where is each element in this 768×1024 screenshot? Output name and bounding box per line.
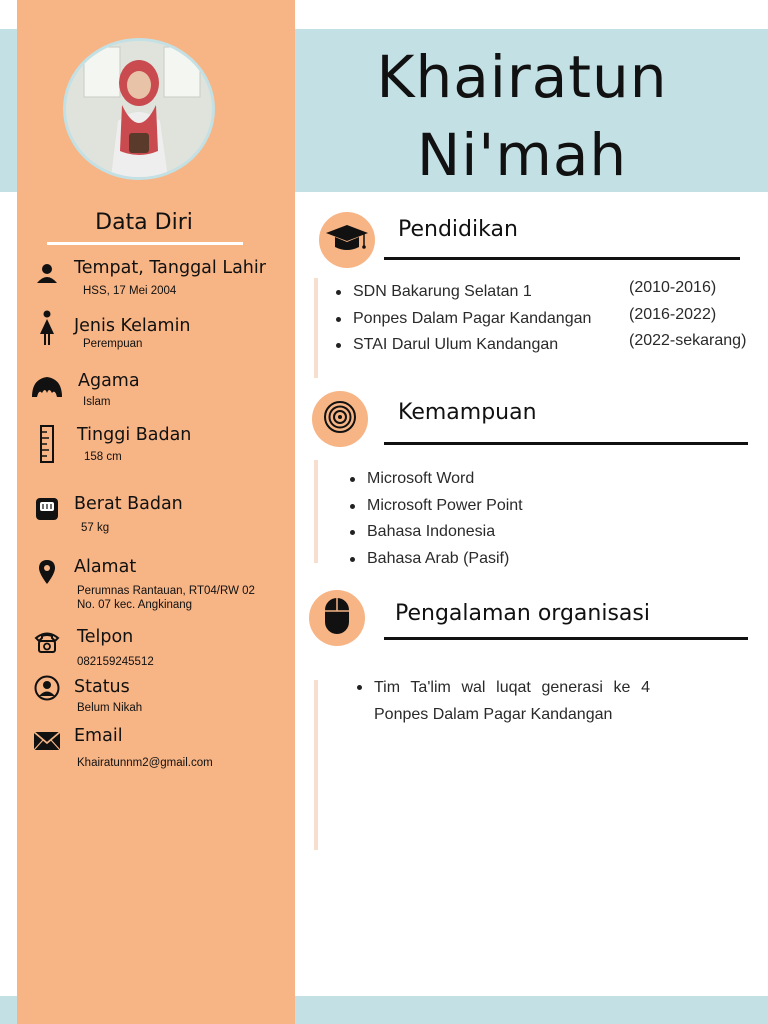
info-value-line1: Perumnas Rantauan, RT04/RW 02 [77,585,255,597]
year-item: (2016-2022) [629,305,717,323]
year-item: (2010-2016) [629,279,717,296]
skills-list [347,466,523,573]
info-value: 57 kg [81,522,110,534]
info-value: Perempuan [83,338,143,350]
list-item: Microsoft Power Point [347,493,523,520]
info-label: Agama [78,371,140,391]
info-value: HSS, 17 Mei 2004 [83,285,177,297]
info-label: Status [74,677,130,697]
info-label: Berat Badan [74,494,183,514]
data-diri-divider [47,242,243,245]
list-item: Bahasa Arab (Pasif) [347,546,523,573]
info-value: 082159245512 [77,656,154,668]
info-label: Tempat, Tanggal Lahir [74,258,266,278]
education-list [333,279,591,359]
organization-title: Pengalaman organisasi [395,601,650,626]
last-name: Ni'mah [416,121,628,189]
info-label: Tinggi Badan [77,425,192,445]
info-label: Jenis Kelamin [74,316,191,336]
list-item: Ponpes Dalam Pagar Kandangan [333,306,591,333]
skills-title: Kemampuan [398,400,537,425]
year-item: (2022-sekarang) [629,332,747,350]
info-label: Telpon [77,627,134,647]
scale-icon [30,494,64,524]
ruler-icon [30,425,64,463]
mouse-icon [324,597,350,640]
education-icon-circle [319,212,375,268]
info-value: Belum Nikah [77,702,143,714]
data-diri-title: Data Diri [95,210,193,235]
info-label: Alamat [74,557,137,577]
info-label: Email [74,726,123,746]
list-item: Tim Ta'lim wal luqat generasi ke 4 Ponpes Dalam Pagar Kandangan [374,679,650,723]
education-years [629,275,746,355]
organization-bar [314,680,318,850]
info-value: 158 cm [84,451,122,463]
mosque-dome-icon [30,371,64,401]
envelope-icon [30,726,64,756]
location-pin-icon [30,557,64,587]
skills-underline [384,442,748,445]
target-icon [323,400,357,439]
telephone-icon [30,627,64,657]
education-title: Pendidikan [398,217,518,242]
person-icon [30,258,64,288]
first-name: Khairatun [376,43,668,111]
list-item: SDN Bakarung Selatan 1 [333,279,591,306]
education-underline [384,257,740,260]
list-item: Bahasa Indonesia [347,519,523,546]
info-value: Islam [83,396,111,408]
female-icon [30,308,64,348]
info-value: Khairatunnm2@gmail.com [77,757,213,769]
organization-icon-circle [309,590,365,646]
skills-icon-circle [312,391,368,447]
list-item: Microsoft Word [347,466,523,493]
list-item: STAI Darul Ulum Kandangan [333,332,591,359]
organization-underline [384,637,748,640]
profile-name [298,38,746,194]
graduation-cap-icon [325,223,369,258]
user-circle-icon [30,673,64,703]
info-value-line2: No. 07 kec. Angkinang [77,599,193,611]
organization-item [356,674,650,728]
skills-bar [314,460,318,563]
profile-photo [63,38,215,180]
education-bar [314,278,318,378]
